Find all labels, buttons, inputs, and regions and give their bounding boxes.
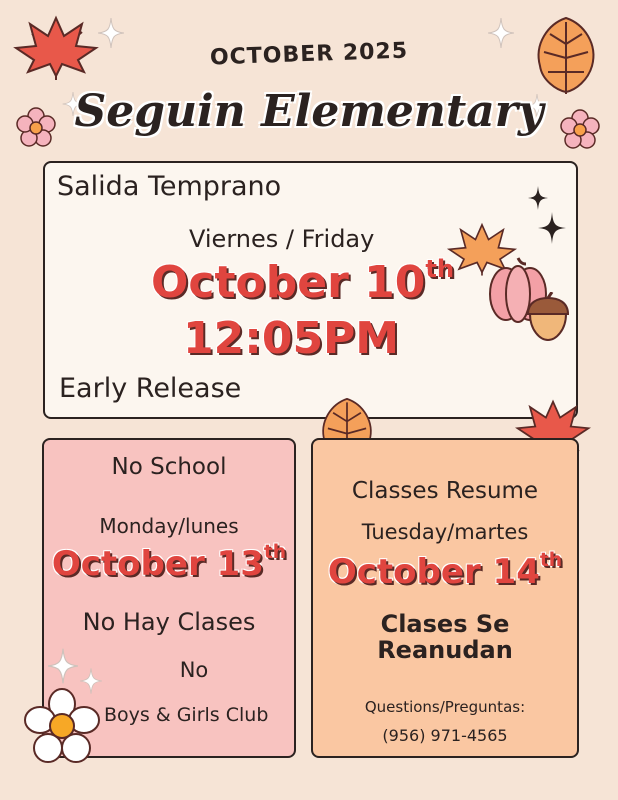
resume-date-suffix: th xyxy=(539,550,563,571)
early-release-title-en: Early Release xyxy=(59,373,242,404)
no-school-title-en: No School xyxy=(111,454,227,480)
early-release-day: Viernes / Friday xyxy=(189,225,375,253)
acorn-icon xyxy=(524,292,572,342)
resume-title-es-line2: Reanudan xyxy=(377,636,513,664)
no-school-title-es: No Hay Clases xyxy=(82,608,256,636)
no-school-date xyxy=(44,544,294,584)
daisy-icon xyxy=(22,688,102,768)
no-school-date-main: October 13 xyxy=(51,544,264,584)
sparkle-icon xyxy=(98,18,124,48)
month-label: OCTOBER 2025 xyxy=(209,38,409,71)
no-school-no-label: No xyxy=(179,658,209,682)
no-school-day: Monday/lunes xyxy=(99,514,239,538)
questions-label: Questions/Preguntas: xyxy=(364,698,526,716)
resume-day: Tuesday/martes xyxy=(361,520,529,544)
school-name: Seguin Elementary xyxy=(74,86,544,137)
phone-number: (956) 971-4565 xyxy=(382,726,508,745)
no-school-date-suffix: th xyxy=(263,542,287,563)
sparkle-icon xyxy=(48,648,78,684)
early-release-title-es: Salida Temprano xyxy=(57,171,282,202)
resume-date-main: October 14 xyxy=(327,552,540,592)
early-release-date-suffix: th xyxy=(425,255,455,283)
early-release-date-main: October 10 xyxy=(151,257,426,308)
no-school-club: Boys & Girls Club xyxy=(104,704,269,726)
resume-date xyxy=(313,552,577,592)
early-release-date xyxy=(151,257,454,308)
resume-title-es-line1: Clases Se xyxy=(380,610,510,638)
resume-title-en: Classes Resume xyxy=(351,478,539,504)
early-release-time: 12:05PM xyxy=(183,313,400,364)
classes-resume-card xyxy=(311,438,579,758)
sparkle-icon xyxy=(526,186,566,246)
